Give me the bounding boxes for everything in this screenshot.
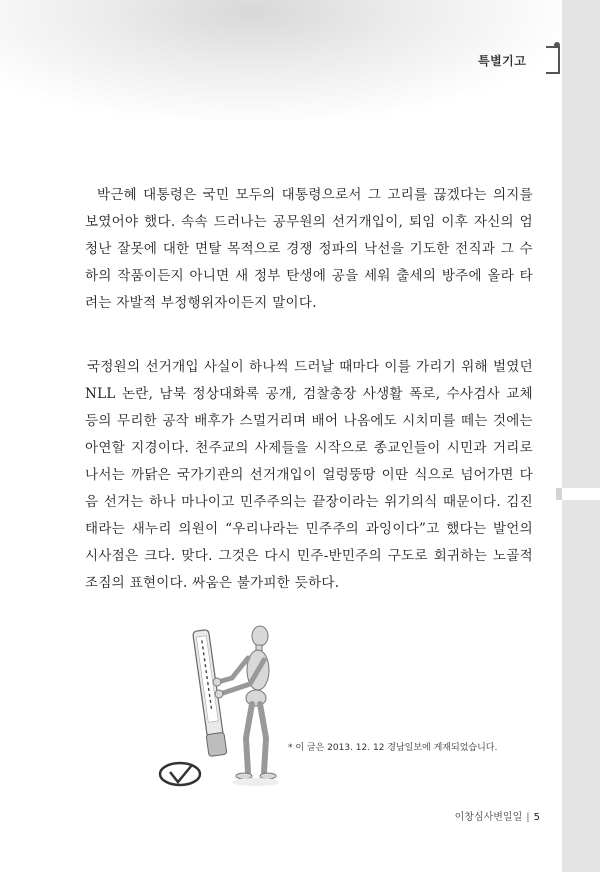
- bracket-dot: [554, 42, 560, 48]
- voting-mannequin-illustration: [148, 622, 278, 790]
- right-margin-band: [562, 0, 600, 872]
- page-number: 5: [533, 812, 540, 823]
- section-label: 특별기고: [478, 54, 527, 68]
- paragraph-2: 국정원의 선거개입 사실이 하나씩 드러날 때마다 이를 가리기 위해 벌였던 NLL 논란, 남북 정상대화록 공개, 검찰총장 사생활 폭로, 수사검사 교체 등의 무리한 공작 배후가 스멀거리며 배어 나옴에도 시치미를 떼는 것에는 아연할 지경이다. 천주교의 사제들을 시작으로 종교인들이 시민과 거리로 나서는 까닭은 국가기관의 선거개입이 얼렁뚱땅 이딴 식으로 넘어가면 다음 선거는 하나 마나이고 민주주의는 끝장이라는 위기의식 때문이다. 김진태라는 새누리 의원이 “우리나라는 민주주의 과잉이다”고 했다는 발언의 시사점은 크다. 맞다. 그것은 다시 민주-반민주의 구도로 회귀하는 노골적 조짐의 표현이다. 싸움은 불가피한 듯하다.: [85, 359, 533, 591]
- footnote: * 이 글은 2013. 12. 12 경남일보에 게재되었습니다.: [288, 743, 498, 753]
- footer-title: 이창심사변일일: [454, 812, 523, 823]
- section-tag: [468, 46, 560, 72]
- footer-separator: |: [526, 812, 530, 823]
- paragraph-1: 박근혜 대통령은 국민 모두의 대통령으로서 그 고리를 끊겠다는 의지를 보였어야 했다. 속속 드러나는 공무원의 선거개입이, 퇴임 이후 자신의 엄청난 잘못에 대한 면탈 목적으로 경쟁 정파의 낙선을 기도한 전직과 그 수하의 작품이든지 아니면 새 정부 탄생에 공을 세워 출세의 방주에 올라 타려는 자발적 부정행위자이든지 말이다.: [85, 187, 533, 311]
- page-footer: [455, 808, 540, 823]
- bracket-decoration: [546, 46, 560, 74]
- margin-tab-gap: [562, 488, 600, 500]
